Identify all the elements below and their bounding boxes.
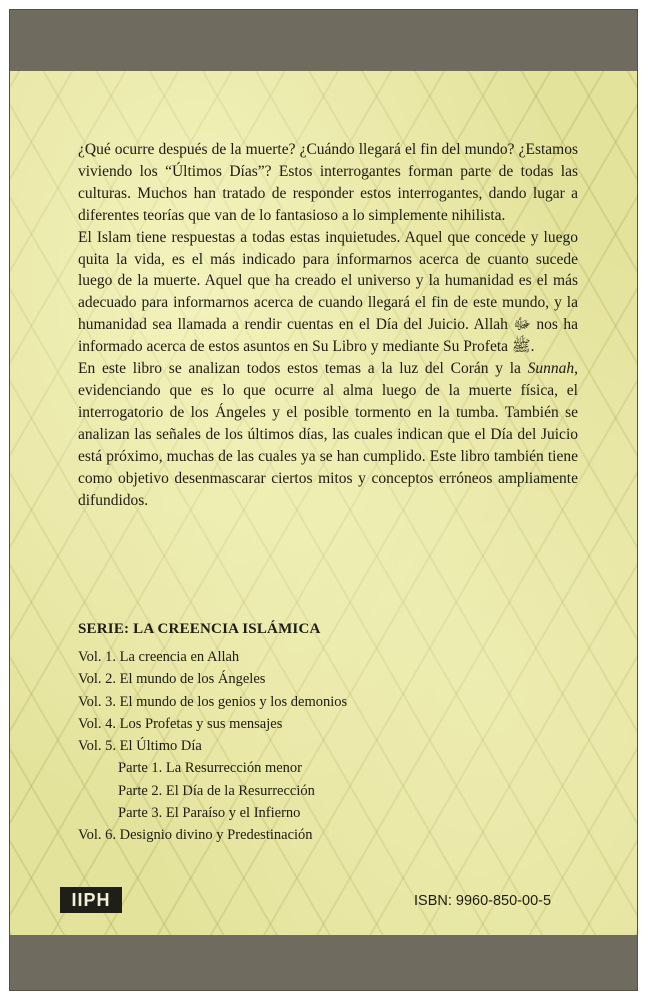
volume-part-item: Parte 3. El Paraíso y el Infierno — [118, 805, 301, 822]
volume-item: Vol. 3. El mundo de los genios y los demonios — [78, 693, 348, 710]
blurb-paragraph-2: El Islam tiene respuestas a todas estas inquietudes. Aquel que concede y luego quita la vida, es el más indicado para informarnos acerca de cuanto sucede luego de la muerte. Aquel que ha creado el universo y la humanidad es el más adecuado para informarnos acerca de cuando llegará el fin de este mundo, y la humanidad sea llamada a rendir cuentas en el Día del Juicio. Allah ﷻ nos ha informado acerca de estos asuntos en Su Libro y mediante Su Profeta ﷺ. — [78, 228, 578, 356]
blurb-paragraph-3 — [78, 358, 578, 511]
volume-part-item: Parte 1. La Resurrección menor — [118, 760, 302, 777]
volume-item: Vol. 1. La creencia en Allah — [78, 649, 240, 665]
sunnah-term: Sunnah — [527, 360, 575, 378]
volume-item: Vol. 5. El Último Día — [78, 738, 202, 755]
blurb-p3-start: En este libro se analizan todos estos temas a la luz del Corán y la — [78, 360, 528, 378]
volume-part-item: Parte 2. El Día de la Resurrección — [118, 782, 315, 799]
blurb-paragraph-1: ¿Qué ocurre después de la muerte? ¿Cuándo llegará el fin del mundo? ¿Estamos viviendo los “Últimos Días”? Estos interrogantes forman parte de todas las culturas. Muchos han tratado de responder estos interrogantes, dando lugar a diferentes teorías que van de lo fantasioso a lo simplemente nihilista. — [78, 141, 578, 224]
volume-item: Vol. 6. Designio divino y Predestinación — [78, 827, 313, 844]
blurb-p3-end: , evidenciando que es lo que ocurre al alma luego de la muerte física, el interrogatorio de los Ángeles y el posible tormento en la tumba. También se analizan las señales de los últimos días, las cuales indican que el Día del Juicio está próximo, muchas de las cuales ya se han cumplido. Este libro también tiene como objetivo desenmascarar ciertos mitos y conceptos erróneos ampliamente difundidos. — [78, 360, 578, 509]
publisher-logo — [60, 887, 122, 913]
description-blurb — [78, 139, 578, 511]
volume-item: Vol. 2. El mundo de los Ángeles — [78, 671, 266, 688]
volume-item: Vol. 4. Los Profetas y sus mensajes — [78, 715, 283, 732]
book-back-cover — [9, 9, 638, 991]
series-title: SERIE: LA CREENCIA ISLÁMICA — [78, 621, 321, 637]
patterned-panel — [10, 71, 637, 935]
publisher-logo-text: IIPH — [71, 889, 111, 910]
volume-list — [78, 646, 558, 847]
isbn-label: ISBN: 9960-850-00-5 — [414, 893, 552, 909]
